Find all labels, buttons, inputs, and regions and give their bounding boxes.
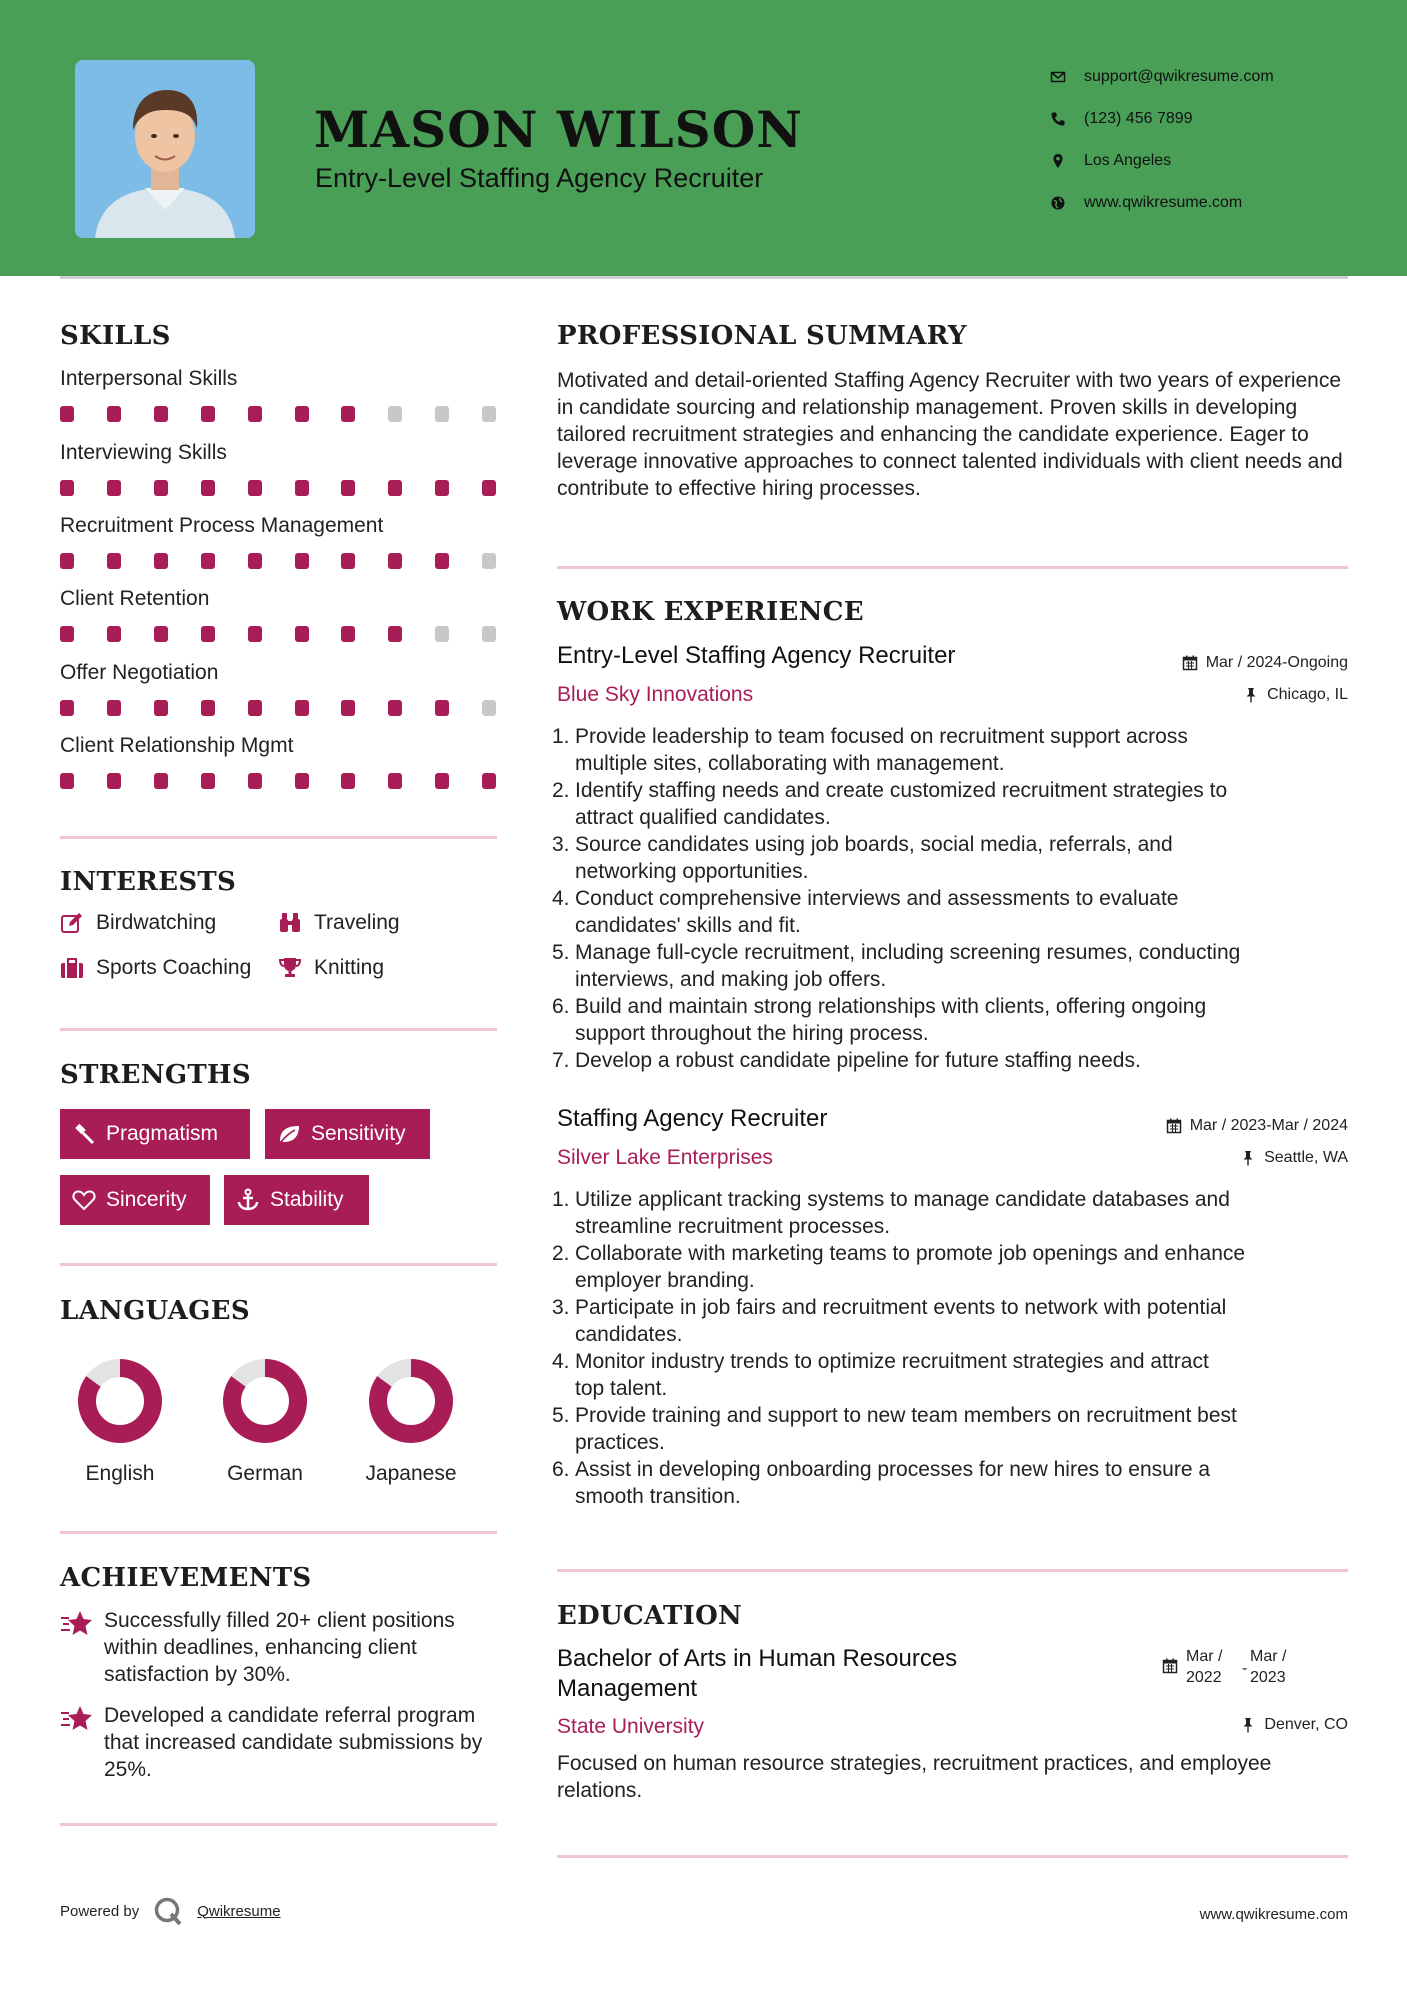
duty-line [552,804,1352,831]
duty-line [552,1402,1352,1429]
duty-line [552,1186,1352,1213]
duty-number: 5. [552,1404,570,1427]
duty-line [552,723,1352,750]
binoculars-icon [278,912,302,934]
duty-number [552,1020,575,1047]
duty-text: Provide leadership to team focused on recruitment support across [575,725,1188,748]
calendar-icon [1166,1118,1182,1134]
education-start-month: Mar / [1186,1648,1223,1665]
skill-dot [248,553,262,569]
duty-number: 4. [552,887,570,910]
calendar-icon [1182,655,1198,671]
degree-line-2: Management [557,1675,698,1702]
duty-number [552,858,575,885]
briefcase-icon [60,957,84,979]
skill-dot [482,700,496,716]
section-divider [60,1028,497,1031]
duty-text: support throughout the hiring process. [575,1022,929,1045]
achievement-item [60,1702,500,1783]
footer-website[interactable]: www.qwikresume.com [1199,1906,1348,1923]
skill-dot [295,773,309,789]
contact-phone [1050,98,1274,140]
duty-line [552,750,1352,777]
duty-text: streamline recruitment processes. [575,1215,891,1238]
education-end [1250,1646,1286,1688]
job-duties [552,1186,1352,1510]
qwikresume-link[interactable]: Qwikresume [197,1902,281,1920]
job-title: Entry-Level Staffing Agency Recruiter [557,642,956,669]
duty-number: 3. [552,1296,570,1319]
duty-number: 6. [552,1458,570,1481]
duty-line [552,777,1352,804]
duty-text: Assist in developing onboarding processes for new hires to ensure a [575,1458,1211,1481]
skill-label: Recruitment Process Management [60,514,384,537]
duty-text: Conduct comprehensive interviews and assessments to evaluate [575,887,1179,910]
skill-dot [107,626,121,642]
contact-block [1050,56,1274,224]
duty-text: Source candidates using job boards, social media, referrals, and [575,833,1173,856]
skill-dot [341,406,355,422]
language-donut [220,1356,310,1446]
duty-line [552,1321,1352,1348]
trophy-icon [278,957,302,979]
header-divider [60,276,1348,279]
duty-line [552,1267,1352,1294]
job-dates-text: Mar / 2023-Mar / 2024 [1189,1117,1348,1134]
duty-number [552,1429,575,1456]
duty-line [552,1483,1352,1510]
job-dates [1166,1117,1348,1135]
skill-dot [201,553,215,569]
education-start [1186,1646,1242,1688]
qwikresume-logo-icon [153,1896,183,1926]
skill-dot [435,773,449,789]
achievement-text: Developed a candidate referral program that increased candidate submissions by 25%. [104,1704,483,1781]
candidate-name: MASON WILSON [314,100,803,159]
powered-by-label: Powered by [60,1902,140,1920]
contact-email [1050,56,1274,98]
strength-label: Stability [270,1188,344,1211]
interests-heading: INTERESTS [60,867,237,897]
duty-number: 1. [552,725,570,748]
language-item [356,1356,466,1486]
strength-badge [224,1175,369,1225]
envelope-icon [1050,69,1066,85]
skill-rating [60,553,500,569]
duty-number: 7. [552,1049,570,1072]
section-divider [60,1263,497,1266]
job-dates-text: Mar / 2024-Ongoing [1205,654,1348,671]
duty-line [552,1047,1352,1074]
contact-website-text[interactable]: www.qwikresume.com [1084,194,1243,211]
duty-line [552,1213,1352,1240]
duty-line [552,912,1352,939]
duty-line [552,1375,1352,1402]
education-start-year: 2022 [1186,1669,1222,1686]
skill-dot [201,626,215,642]
duty-line [552,939,1352,966]
skill-dot [435,700,449,716]
skill-dot [388,700,402,716]
skill-label: Client Relationship Mgmt [60,734,294,757]
duty-number [552,1375,575,1402]
achievements-heading: ACHIEVEMENTS [60,1563,312,1593]
skill-dot [341,773,355,789]
job-location [1243,686,1348,704]
skill-dot [388,480,402,496]
education-heading: EDUCATION [557,1601,743,1631]
interest-label: Birdwatching [96,911,217,934]
skill-dot [435,626,449,642]
duty-line [552,1294,1352,1321]
calendar-icon [1162,1658,1178,1674]
duty-number [552,804,575,831]
duty-line [552,831,1352,858]
strength-label: Sincerity [106,1188,187,1211]
skill-dot [248,700,262,716]
skill-dot [388,406,402,422]
duty-text: candidates. [575,1323,683,1346]
language-label: German [227,1462,303,1485]
skill-dot [435,553,449,569]
duty-text: employer branding. [575,1269,755,1292]
duty-text: Monitor industry trends to optimize recruitment strategies and attract [575,1350,1209,1373]
language-item [65,1356,175,1486]
skill-dot [388,773,402,789]
skill-dot [107,553,121,569]
skill-dot [60,480,74,496]
section-divider [557,1569,1348,1572]
duty-text: top talent. [575,1377,668,1400]
contact-website [1050,182,1274,224]
skill-dot [341,626,355,642]
duty-number [552,1321,575,1348]
language-donut [75,1356,165,1446]
skill-dot [248,773,262,789]
skill-dot [341,553,355,569]
skill-dot [60,626,74,642]
duty-text: Manage full-cycle recruitment, including screening resumes, conducting [575,941,1241,964]
education-end-month: Mar / [1250,1648,1287,1665]
duty-text: Build and maintain strong relationships with clients, offering ongoing [575,995,1207,1018]
skill-dot [482,626,496,642]
skill-dot [295,480,309,496]
interest-item [278,911,400,935]
duty-number [552,966,575,993]
languages-heading: LANGUAGES [60,1296,250,1326]
interest-label: Sports Coaching [96,956,252,979]
skill-dot [60,700,74,716]
duty-text: Collaborate with marketing teams to promote job openings and enhance [575,1242,1246,1265]
pushpin-icon [1240,1717,1256,1733]
candidate-title: Entry-Level Staffing Agency Recruiter [315,163,764,193]
phone-icon [1050,111,1066,127]
skill-dot [248,406,262,422]
footer-brand [60,1896,281,1926]
duty-line [552,993,1352,1020]
heart-icon [72,1188,96,1212]
school-name: State University [557,1715,705,1738]
skill-dot [60,773,74,789]
skill-dot [60,406,74,422]
skill-dot [482,553,496,569]
date-separator: - [1242,1660,1248,1677]
skill-dot [435,406,449,422]
duty-number: 1. [552,1188,570,1211]
star-icon [60,1609,94,1639]
job-location-text: Seattle, WA [1264,1149,1348,1166]
duty-line [552,1240,1352,1267]
skill-dot [201,480,215,496]
duty-text: smooth transition. [575,1485,741,1508]
duty-number: 2. [552,1242,570,1265]
contact-email-text[interactable]: support@qwikresume.com [1084,68,1274,85]
duty-line [552,858,1352,885]
map-pin-icon [1050,153,1066,169]
header-band [0,0,1407,276]
job-location-text: Chicago, IL [1267,686,1348,703]
pushpin-icon [1243,687,1259,703]
profile-photo [75,60,255,238]
duty-text: Identify staffing needs and create customized recruitment strategies to [575,779,1228,802]
skill-dot [341,480,355,496]
language-label: Japanese [365,1462,457,1485]
duty-number: 4. [552,1350,570,1373]
duty-number [552,1267,575,1294]
education-end-year: 2023 [1250,1669,1286,1686]
skill-dot [107,773,121,789]
achievement-item [60,1607,500,1688]
skill-rating [60,773,500,789]
skill-dot [154,773,168,789]
gavel-icon [72,1122,96,1146]
language-label: English [85,1462,155,1485]
skill-dot [154,626,168,642]
achievement-text: Successfully filled 20+ client positions within deadlines, enhancing client satisfaction by 30%. [104,1609,455,1686]
duty-text: practices. [575,1431,665,1454]
section-divider [557,566,1348,569]
degree-line-1: Bachelor of Arts in Human Resources [557,1645,958,1672]
skill-dot [295,700,309,716]
skill-rating [60,626,500,642]
duty-number: 2. [552,779,570,802]
interest-label: Traveling [314,911,400,934]
contact-phone-text[interactable]: (123) 456 7899 [1084,110,1193,127]
strength-label: Sensitivity [311,1122,406,1145]
duty-text: Participate in job fairs and recruitment events to network with potential [575,1296,1227,1319]
experience-heading: WORK EXPERIENCE [557,597,864,627]
skill-label: Interviewing Skills [60,441,227,464]
duty-number: 3. [552,833,570,856]
skill-dot [201,773,215,789]
duty-text: networking opportunities. [575,860,809,883]
skill-dot [201,406,215,422]
strength-badge [60,1175,210,1225]
language-donut [366,1356,456,1446]
skill-rating [60,406,500,422]
star-icon [60,1704,94,1734]
education-location-text: Denver, CO [1264,1716,1348,1733]
skill-dot [154,406,168,422]
pushpin-icon [1240,1150,1256,1166]
duty-number: 6. [552,995,570,1018]
language-item [210,1356,320,1486]
skill-dot [295,553,309,569]
skill-dot [154,553,168,569]
duty-number [552,1483,575,1510]
skill-rating [60,700,500,716]
job-location [1240,1149,1348,1167]
edit-icon [60,912,84,934]
summary-text: Motivated and detail-oriented Staffing Agency Recruiter with two years of experience in candidate sourcing and relationship management. Proven skills in developing tailored recruitment strategies and enhancing the candidate experience. Eager to leverage innovative approaches to connect talented individuals with client needs and contribute to effective hiring processes. [557,369,1343,500]
anchor-icon [236,1188,260,1212]
duty-line [552,1456,1352,1483]
interest-item [60,911,216,935]
job-title: Staffing Agency Recruiter [557,1105,828,1132]
duty-text: attract qualified candidates. [575,806,831,829]
section-divider [60,836,497,839]
globe-icon [1050,195,1066,211]
skill-label: Interpersonal Skills [60,367,238,390]
leaf-icon [277,1122,301,1146]
duty-text: Provide training and support to new team members on recruitment best [575,1404,1237,1427]
strength-badge [60,1109,250,1159]
education-description: Focused on human resource strategies, recruitment practices, and employee relations. [557,1752,1272,1802]
duty-number [552,750,575,777]
skill-dot [295,626,309,642]
skill-rating [60,480,500,496]
skill-dot [388,626,402,642]
section-divider [557,1855,1348,1858]
skill-dot [154,700,168,716]
duty-line [552,1348,1352,1375]
duty-number: 5. [552,941,570,964]
section-divider [60,1823,497,1826]
skill-dot [295,406,309,422]
skill-dot [201,700,215,716]
skill-dot [435,480,449,496]
skill-dot [154,480,168,496]
skill-dot [107,406,121,422]
duty-line [552,966,1352,993]
strengths-heading: STRENGTHS [60,1060,251,1090]
duty-text: Develop a robust candidate pipeline for future staffing needs. [575,1049,1141,1072]
education-dates [1162,1646,1286,1688]
contact-location-text: Los Angeles [1084,152,1172,169]
duty-line [552,1020,1352,1047]
interest-item [278,956,384,980]
skill-label: Client Retention [60,587,210,610]
section-divider [60,1531,497,1534]
summary-heading: PROFESSIONAL SUMMARY [557,321,967,351]
duty-text: interviews, and making job offers. [575,968,887,991]
skill-dot [482,406,496,422]
contact-location [1050,140,1274,182]
job-company: Silver Lake Enterprises [557,1146,773,1169]
skill-dot [107,700,121,716]
job-duties [552,723,1352,1074]
skill-dot [341,700,355,716]
duty-line [552,1429,1352,1456]
skill-dot [107,480,121,496]
duty-text: multiple sites, collaborating with management. [575,752,1005,775]
job-dates [1182,654,1348,672]
skill-dot [248,480,262,496]
skill-dot [60,553,74,569]
strength-label: Pragmatism [106,1122,219,1145]
duty-number [552,1213,575,1240]
duty-line [552,885,1352,912]
skills-heading: SKILLS [60,321,171,351]
strength-badge [265,1109,430,1159]
skill-dot [482,480,496,496]
skill-label: Offer Negotiation [60,661,219,684]
duty-number [552,912,575,939]
interest-item [60,956,251,980]
skill-dot [482,773,496,789]
job-company: Blue Sky Innovations [557,683,754,706]
interest-label: Knitting [314,956,385,979]
duty-text: Utilize applicant tracking systems to manage candidate databases and [575,1188,1230,1211]
education-location [1240,1716,1348,1734]
skill-dot [388,553,402,569]
skill-dot [248,626,262,642]
duty-text: candidates' skills and fit. [575,914,801,937]
